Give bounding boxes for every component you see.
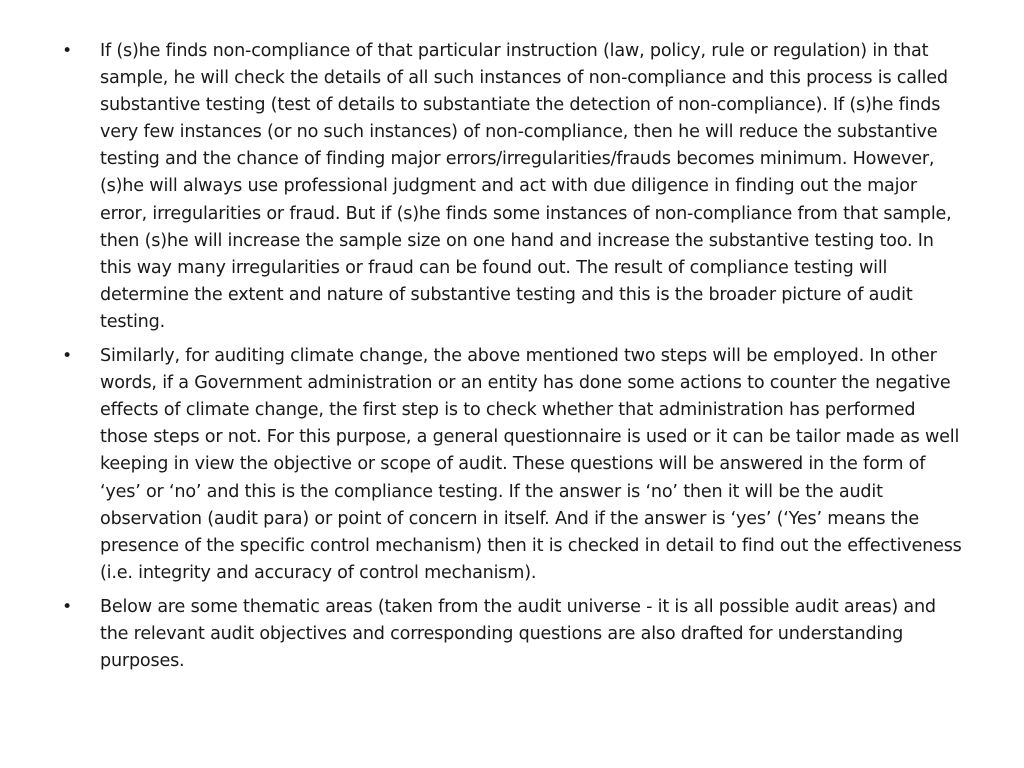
bullet-list <box>60 38 968 675</box>
bullet-dot-icon: • <box>62 41 72 61</box>
bullet-dot-icon: • <box>62 346 72 367</box>
bullet-dot-icon: • <box>62 596 72 617</box>
bullet-text: Below are some thematic areas (taken from the audit universe - it is all possible audit areas) and the relevant audit objectives and corresponding questions are also drafted for understanding purposes. <box>100 596 936 672</box>
bullet-text: If (s)he finds non-compliance of that particular instruction (law, policy, rule or regulation) in that sample, he will check the details of all such instances of non-compliance and this process is called substantive testing (test of details to substantiate the detection of non-compliance). If (s)he finds very few instances (or no such instances) of non-compliance, then he will reduce the substantive testing and the chance of finding major errors/irregularities/frauds becomes minimum. However, (s)he will always use professional judgment and act with due diligence in finding out the major error, irregularities or fraud. But if (s)he finds some instances of non-compliance from that sample, then (s)he will increase the sample size on one hand and increase the substantive testing too. In this way many irregularities or fraud can be found out. The result of compliance testing will determine the extent and nature of substantive testing and this is the broader picture of audit testing. <box>100 41 952 332</box>
bullet-climate-change-auditing <box>60 343 968 587</box>
bullet-text: Similarly, for auditing climate change, the above mentioned two steps will be employed. In other words, if a Government administration or an entity has done some actions to counter the negative effects of climate change, the first step is to check whether that administration has performed those steps or not. For this purpose, a general questionnaire is used or it can be tailor made as well keeping in view the objective or scope of audit. These questions will be answered in the form of ‘yes’ or ‘no’ and this is the compliance testing. If the answer is ‘no’ then it will be the audit observation (audit para) or point of concern in itself. And if the answer is ‘yes’ (‘Yes’ means the presence of the specific control mechanism) then it is checked in detail to find out the effectiveness (i.e. integrity and accuracy of control mechanism). <box>100 346 962 583</box>
bullet-compliance-substantive-testing <box>60 38 968 336</box>
bullet-thematic-areas <box>60 594 968 675</box>
